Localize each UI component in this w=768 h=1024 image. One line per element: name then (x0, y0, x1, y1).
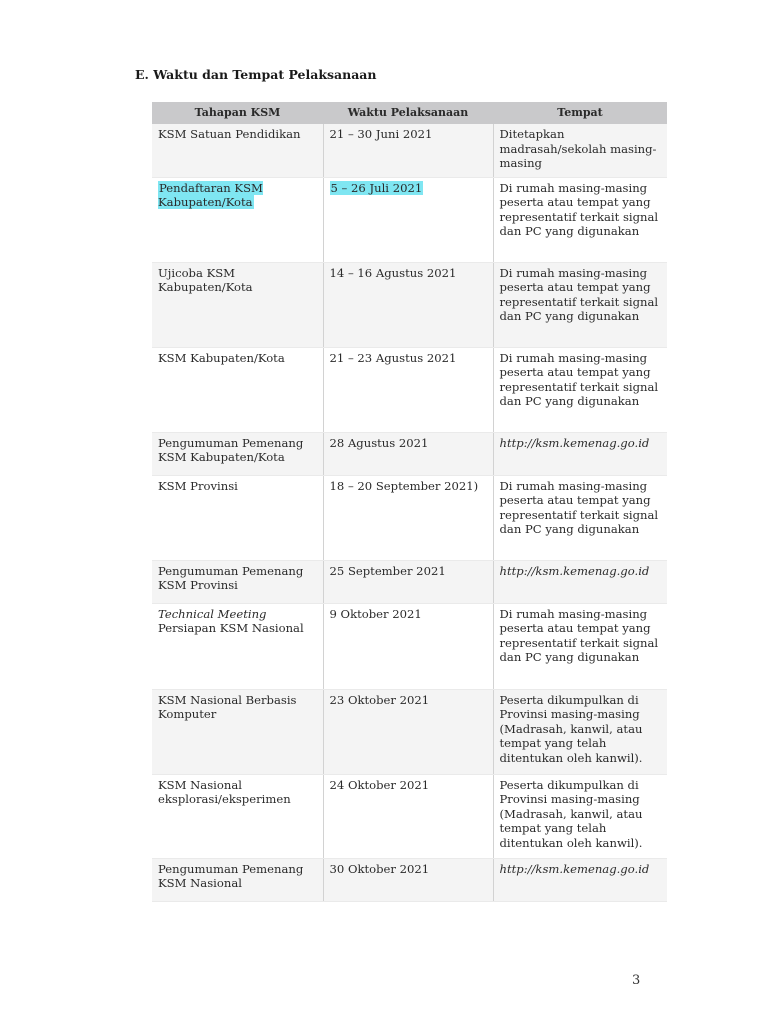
cell-waktu: 21 – 30 Juni 2021 (323, 124, 493, 177)
cell-waktu: 25 September 2021 (323, 560, 493, 603)
highlighted-text: 5 – 26 Juli 2021 (330, 180, 423, 195)
cell-tahapan: Pengumuman Pemenang KSM Provinsi (152, 560, 323, 603)
table-row (152, 858, 667, 901)
cell-tempat: Di rumah masing-masing peserta atau tempat yang representatif terkait signal dan PC yang digunakan (493, 347, 667, 432)
table-row (152, 475, 667, 560)
cell-tempat: Di rumah masing-masing peserta atau tempat yang representatif terkait signal dan PC yang digunakan (493, 262, 667, 347)
cell-tahapan (152, 603, 323, 689)
table-header-row (152, 102, 667, 124)
table-row (152, 560, 667, 603)
cell-tempat-url: http://ksm.kemenag.go.id (493, 858, 667, 901)
cell-waktu: 30 Oktober 2021 (323, 858, 493, 901)
cell-waktu: 18 – 20 September 2021) (323, 475, 493, 560)
cell-tempat: Di rumah masing-masing peserta atau tempat yang representatif terkait signal dan PC yang digunakan (493, 177, 667, 262)
column-header-waktu: Waktu Pelaksanaan (323, 102, 493, 124)
cell-waktu: 24 Oktober 2021 (323, 774, 493, 858)
section-heading: E. Waktu dan Tempat Pelaksanaan (135, 67, 377, 82)
table-row (152, 124, 667, 177)
cell-tempat-url: http://ksm.kemenag.go.id (493, 432, 667, 475)
cell-tempat: Di rumah masing-masing peserta atau tempat yang representatif terkait signal dan PC yang digunakan (493, 475, 667, 560)
cell-tahapan-italic: Technical Meeting (158, 606, 267, 621)
cell-tahapan: Pengumuman Pemenang KSM Kabupaten/Kota (152, 432, 323, 475)
column-header-tahapan: Tahapan KSM (152, 102, 323, 124)
table-row (152, 347, 667, 432)
cell-tahapan-text: Persiapan KSM Nasional (158, 621, 304, 635)
table-row (152, 177, 667, 262)
cell-tahapan: KSM Satuan Pendidikan (152, 124, 323, 177)
table-row (152, 432, 667, 475)
table-row (152, 689, 667, 774)
table-row (152, 603, 667, 689)
cell-waktu: 14 – 16 Agustus 2021 (323, 262, 493, 347)
highlighted-text: Pendaftaran KSM Kabupaten/Kota (158, 180, 263, 209)
cell-tempat: Peserta dikumpulkan di Provinsi masing-masing (Madrasah, kanwil, atau tempat yang telah ditentukan oleh kanwil). (493, 774, 667, 858)
cell-waktu: 23 Oktober 2021 (323, 689, 493, 774)
column-header-tempat: Tempat (493, 102, 667, 124)
schedule-table (152, 102, 667, 902)
table-row (152, 262, 667, 347)
cell-waktu: 21 – 23 Agustus 2021 (323, 347, 493, 432)
cell-tahapan: KSM Provinsi (152, 475, 323, 560)
cell-waktu: 9 Oktober 2021 (323, 603, 493, 689)
cell-tempat: Ditetapkan madrasah/sekolah masing-masing (493, 124, 667, 177)
cell-tahapan: KSM Kabupaten/Kota (152, 347, 323, 432)
cell-tahapan: KSM Nasional Berbasis Komputer (152, 689, 323, 774)
cell-tahapan: Pengumuman Pemenang KSM Nasional (152, 858, 323, 901)
cell-waktu (323, 177, 493, 262)
cell-tahapan (152, 177, 323, 262)
cell-tempat: Peserta dikumpulkan di Provinsi masing-masing (Madrasah, kanwil, atau tempat yang telah ditentukan oleh kanwil). (493, 689, 667, 774)
page-number: 3 (632, 973, 641, 988)
cell-tempat: Di rumah masing-masing peserta atau tempat yang representatif terkait signal dan PC yang digunakan (493, 603, 667, 689)
cell-tempat-url: http://ksm.kemenag.go.id (493, 560, 667, 603)
cell-tahapan: Ujicoba KSM Kabupaten/Kota (152, 262, 323, 347)
cell-tahapan: KSM Nasional eksplorasi/eksperimen (152, 774, 323, 858)
table-row (152, 774, 667, 858)
cell-waktu: 28 Agustus 2021 (323, 432, 493, 475)
